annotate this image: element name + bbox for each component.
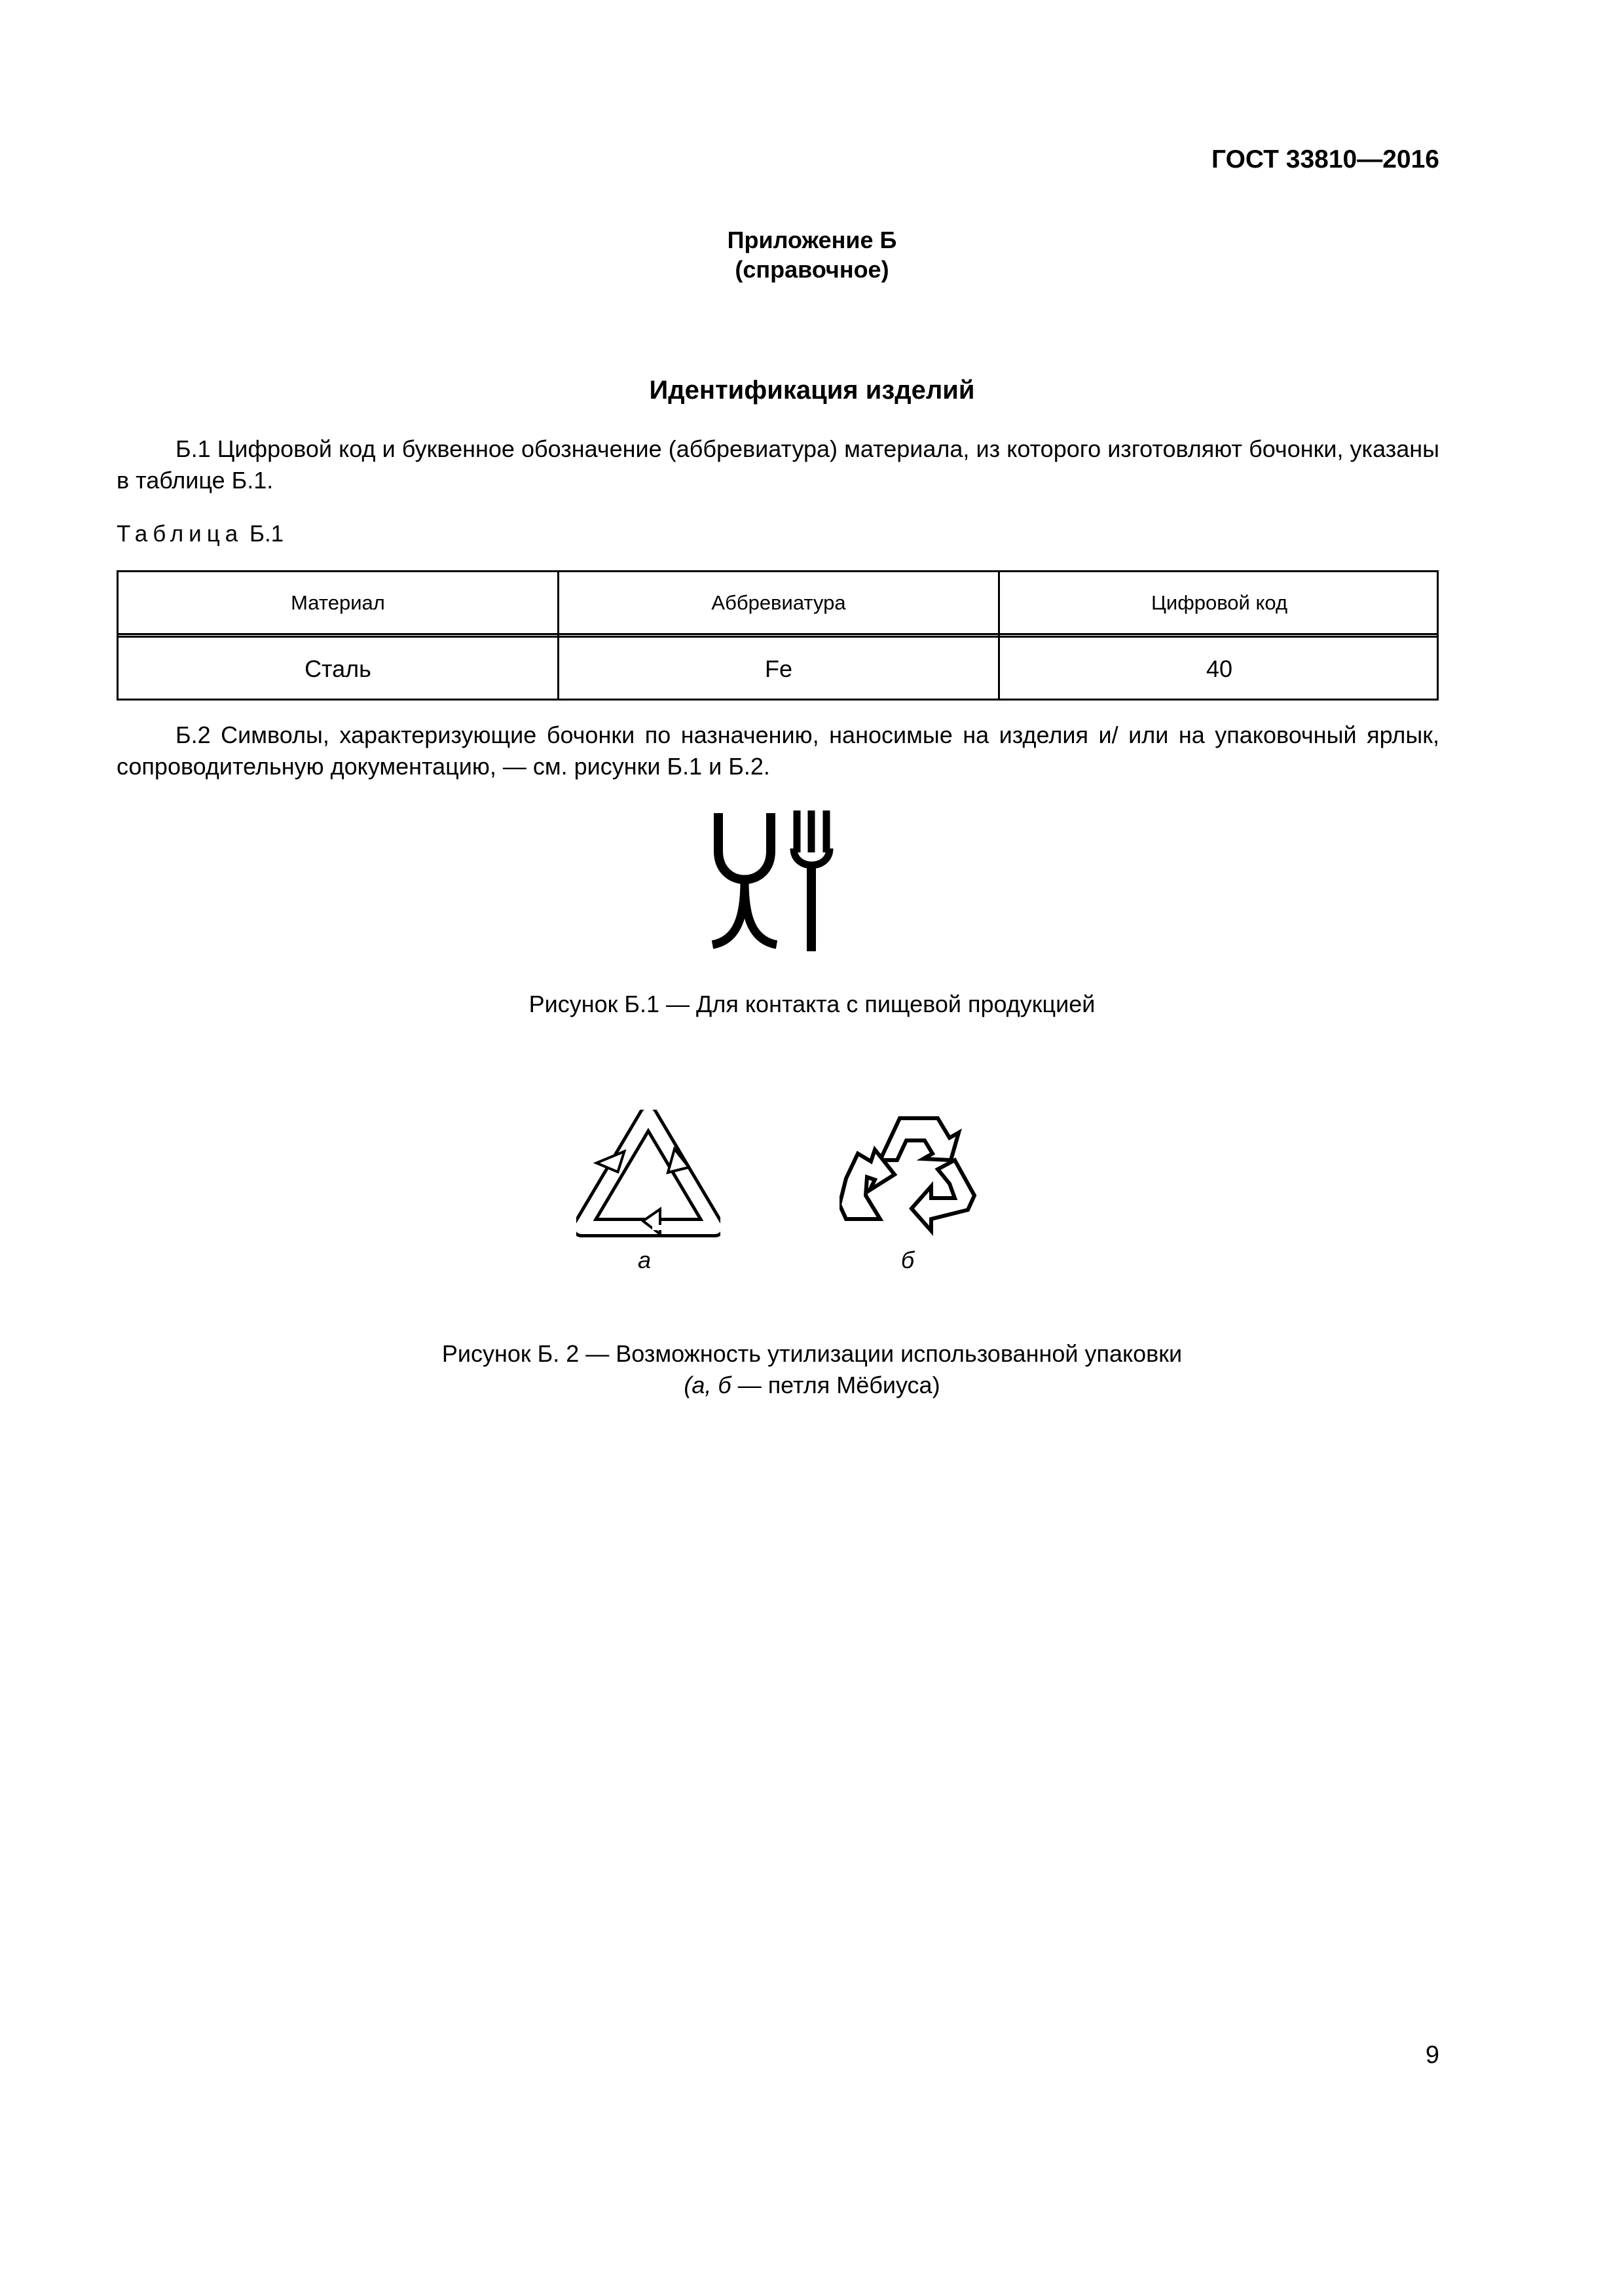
food-contact-icon <box>709 811 872 955</box>
table-caption <box>117 521 284 547</box>
figure-b2-caption-line2-rest: — петля Мёбиуса) <box>731 1372 940 1398</box>
figure-b2-caption-line2-italic: (а, б <box>684 1372 731 1398</box>
table-header-abbreviation: Аббревиатура <box>711 591 846 614</box>
figure-b2-caption-line2 <box>0 1370 1624 1401</box>
standard-code: ГОСТ 33810—2016 <box>1211 145 1439 173</box>
table-divider <box>119 633 1437 635</box>
table-header-material: Материал <box>291 591 385 614</box>
paragraph-b1: Б.1 Цифровой код и буквенное обозначение (аббревиатура) материала, из которого изготовляют бочонки, указаны в таблице Б.1. <box>117 435 1439 494</box>
page-number: 9 <box>1425 2041 1439 2069</box>
table-header-code: Цифровой код <box>1151 591 1288 614</box>
figure-b2-caption-line1: Рисунок Б. 2 — Возможность утилизации использованной упаковки <box>441 1340 1183 1367</box>
figure-b2-label-b: б <box>900 1247 915 1273</box>
materials-table <box>117 570 1439 701</box>
figure-b2-caption <box>0 1338 1624 1401</box>
table-caption-label: Таблица <box>117 521 244 547</box>
appendix-subtitle: (справочное) <box>735 256 889 283</box>
figure-b1-caption: Рисунок Б.1 — Для контакта с пищевой продукцией <box>528 991 1096 1017</box>
table-caption-number: Б.1 <box>249 521 284 547</box>
appendix-heading <box>0 225 1624 284</box>
mobius-loop-icon <box>840 1106 984 1244</box>
figure-b2-label-a: а <box>637 1247 652 1273</box>
section-title: Идентификация изделий <box>649 376 975 405</box>
table-cell-material: Сталь <box>304 655 371 682</box>
recycle-triangle-icon <box>576 1110 720 1247</box>
appendix-title: Приложение Б <box>727 227 897 253</box>
table-cell-abbreviation: Fe <box>764 655 792 682</box>
paragraph-b2: Б.2 Символы, характеризующие бочонки по назначению, наносимые на изделия и/ или на упаковочный ярлык, сопроводительную документацию, — см. рисунки Б.1 и Б.2. <box>117 721 1439 780</box>
table-cell-code: 40 <box>1206 655 1233 682</box>
